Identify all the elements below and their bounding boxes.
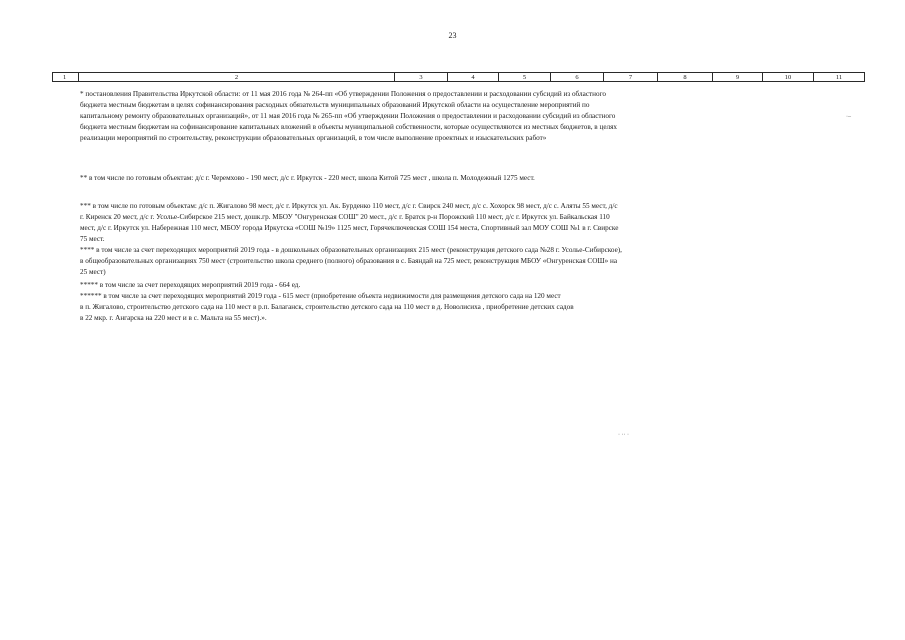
- footnote-carryover-places: [80, 245, 822, 278]
- footnote-line: **** в том числе за счет переходящих мероприятий 2019 года - в дошкольных образовательных организациях 215 мест (реконструкция детского сада №28 г. Усолье-Сибирское),: [80, 246, 622, 254]
- footnote-line: в общеобразовательных организациях 750 мест (строительство школа среднего (полного) образования в с. Баяндай на 725 мест, реконструкция МБОУ «Онгуренская СОШ» на: [80, 257, 618, 265]
- scan-artifact: ·–: [846, 114, 851, 120]
- footnote-line: * постановления Правительства Иркутской области: от 11 мая 2016 года № 264-пп «Об утверждении Положения о предоставлении и расходовании субсидий из областного: [80, 90, 606, 98]
- footnote-line: реализации мероприятий по строительству, реконструкции образовательных организаций, в том числе выполнение проектных и изыскательских работ»: [80, 134, 547, 142]
- scan-artifact: · ·· ·: [618, 432, 629, 438]
- column-number-cell: 3: [395, 73, 448, 82]
- footnote-carryover-units: [80, 280, 822, 291]
- column-number-cell: 9: [713, 73, 763, 82]
- column-number-header-table: [52, 72, 865, 82]
- footnote-finished-objects: [80, 173, 822, 184]
- footnote-line: мест, д/с г. Иркутск ул. Набережная 110 мест, МБОУ города Иркутска «СОШ №19» 1125 мест, Горячеключевская СОШ 154 места, Спортивный зал МОУ СОШ №1 в г. Свирске: [80, 224, 619, 232]
- footnote-line: 25 мест): [80, 268, 106, 276]
- column-number-cell: 7: [604, 73, 658, 82]
- footnote-carryover-kindergartens: [80, 291, 822, 324]
- column-number-cell: 5: [499, 73, 551, 82]
- column-number-cell: 6: [551, 73, 604, 82]
- page-number: 23: [448, 31, 457, 40]
- column-number-cell: 1: [53, 73, 79, 82]
- footnote-line: капитальному ремонту образовательных организаций», от 11 мая 2016 года № 265-пп «Об утверждении Положения о предоставлении и расходовании субсидий из областного: [80, 112, 616, 120]
- footnote-regulations: [80, 89, 822, 144]
- footnote-line: *** в том числе по готовым объектам: д/с п. Жигалово 98 мест, д/с г. Иркутск ул. Ак. Бурденко 110 мест, д/с г. Свирск 240 мест, д/с с. Хохорск 98 мест, д/с с. Аляты 55 мест, д/с: [80, 202, 618, 210]
- footnote-line: в п. Жигалово, строительство детского сада на 110 мест в р.п. Балаганск, строительство детского сада на 110 мест в д. Новолисиха , приобретение детских садов: [80, 303, 574, 311]
- footnote-line: 75 мест.: [80, 235, 105, 243]
- footnote-line: бюджета местным бюджетам на софинансирование капитальных вложений в объекты муниципальной собственности, которые осуществляются из местных бюджетов, в целях: [80, 123, 618, 131]
- column-number-row: [53, 73, 865, 82]
- footnote-line: г. Киренск 20 мест, д/с г. Усолье-Сибирское 215 мест, дошк.гр. МБОУ "Онгуренская СОШ" 20 мест., д/с г. Братск р-н Порожский 110 мест, д/с г. Иркутск ул. Байкальская 110: [80, 213, 610, 221]
- column-number-cell: 4: [448, 73, 499, 82]
- footnote-finished-objects-2: [80, 201, 822, 245]
- footnote-line: ** в том числе по готовым объектам: д/с г. Черемхово - 190 мест, д/с г. Иркутск - 220 мест, школа Китой 725 мест , школа п. Молодежный 1275 мест.: [80, 174, 535, 182]
- footnote-line: ****** в том числе за счет переходящих мероприятий 2019 года - 615 мест (приобретение объекта недвижимости для размещения детского сада на 120 мест: [80, 292, 561, 300]
- footnote-line: в 22 мкр. г. Ангарска на 220 мест и в с. Мальта на 55 мест).».: [80, 314, 267, 322]
- footnote-line: бюджета местным бюджетам в целях софинансирования расходных обязательств муниципальных образований Иркутской области на осуществление мероприятий по: [80, 101, 590, 109]
- column-number-cell: 10: [763, 73, 814, 82]
- column-number-cell: 11: [814, 73, 865, 82]
- footnote-line: ***** в том числе за счет переходящих мероприятий 2019 года - 664 ед.: [80, 281, 301, 289]
- column-number-cell: 2: [79, 73, 395, 82]
- column-number-cell: 8: [658, 73, 713, 82]
